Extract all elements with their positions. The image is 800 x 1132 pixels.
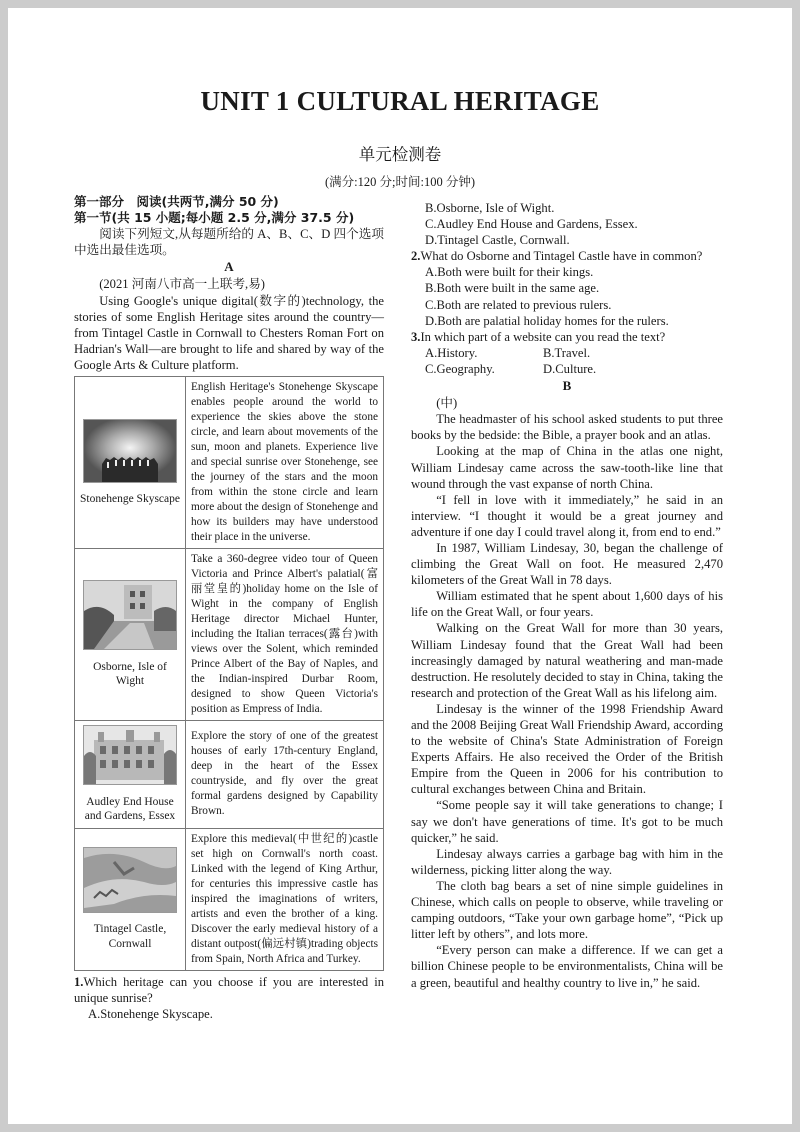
heritage-description: Explore this medieval(中世纪的)castle set high on Cornwall's north coast. Linked with the legend of King Arthur, for centuries this impressive castle has inspired the imaginations of writers, artists and even the brother of a king. Discover the early medieval history of a distant outpost(偏远村镇)trading objects from Spain, North Africa and Turkey. xyxy=(186,828,384,970)
audley-end-photo xyxy=(83,725,177,785)
unit-title: UNIT 1 CULTURAL HERITAGE xyxy=(200,86,600,116)
stonehenge-photo xyxy=(83,419,177,483)
question-text: Which heritage can you choose if you are interested in unique sunrise? xyxy=(74,974,384,1005)
passage-b-paragraph: Walking on the Great Wall for more than 30 years, William Lindesay found that the Great Wall had been increasingly damaged by natural weathering and man-made destruction. He resolutely decided to stay in China, taking the research and protection of the Great Wall as his lifelong aim. xyxy=(411,621,723,700)
table-row xyxy=(75,377,384,549)
left-column xyxy=(74,194,384,1022)
passage-b-paragraph: Lindesay always carries a garbage bag with him in the wilderness, picking litter along the way. xyxy=(411,846,723,877)
option[interactable]: D.Tintagel Castle, Cornwall. xyxy=(425,233,570,248)
question-text: In which part of a website can you read the text? xyxy=(420,329,666,344)
table-row xyxy=(75,828,384,970)
table-row xyxy=(75,721,384,829)
heritage-image-cell xyxy=(75,828,186,970)
passage-b-paragraph: The headmaster of his school asked students to put three books by the bedside: the Bible, a prayer book and an atlas. xyxy=(411,412,723,443)
passage-b-label: B xyxy=(562,378,572,394)
option[interactable]: C.Geography. xyxy=(425,361,495,376)
heritage-table xyxy=(74,376,384,971)
option[interactable]: D.Both are palatial holiday homes for the rulers. xyxy=(425,313,669,328)
heritage-description: Explore the story of one of the greatest houses of early 17th-century England, deep in the heart of the Essex countryside, and fly over the great formal gardens designed by Capability Brown. xyxy=(186,721,384,829)
question-text: What do Osborne and Tintagel Castle have in common? xyxy=(420,249,703,264)
option[interactable]: B.Travel. xyxy=(543,345,591,360)
right-column xyxy=(411,200,723,991)
table-row xyxy=(75,549,384,721)
option[interactable]: C.Both are related to previous rulers. xyxy=(425,297,612,312)
option[interactable]: C.Audley End House and Gardens, Essex. xyxy=(425,217,638,232)
question-2 xyxy=(411,248,723,328)
option[interactable]: B.Osborne, Isle of Wight. xyxy=(425,201,555,215)
passage-b-paragraph: William estimated that he spent about 1,600 days of his life on the Great Wall, or four years. xyxy=(411,589,723,620)
option[interactable]: D.Culture. xyxy=(543,361,597,376)
osborne-photo xyxy=(83,580,177,650)
passage-b-paragraph: Lindesay is the winner of the 1998 Friendship Award and the 2008 Beijing Great Wall Friendship Award, according to the website of China's State Administration of Foreign Experts Affairs. He also received the Order of the British Empire from the Queen in 2006 for his contribution to cultural exchanges between China and Britain. xyxy=(411,701,723,797)
passage-a-label: A xyxy=(224,259,234,275)
heritage-caption: Stonehenge Skyscape xyxy=(80,493,180,506)
passage-b-paragraph: “Some people say it will take generations to change; I say we don't have generations of time. It's got to be much quicker,” he said. xyxy=(411,798,723,845)
passage-b-difficulty: (中) xyxy=(436,396,458,411)
question-number: 1. xyxy=(74,974,84,989)
question-3 xyxy=(411,329,723,377)
passage-b-paragraph: Looking at the map of China in the atlas one night, William Lindesay came across the saw-tooth-like line that wound through the vast expanse of north China. xyxy=(411,444,723,491)
heritage-image-cell xyxy=(75,377,186,549)
passage-a-source: (2021 河南八市高一上联考,易) xyxy=(99,277,265,292)
option[interactable]: B.Both were built in the same age. xyxy=(425,281,600,296)
heritage-image-cell xyxy=(75,549,186,721)
heritage-caption: Tintagel Castle, Cornwall xyxy=(93,923,167,950)
question-number: 3. xyxy=(411,329,421,344)
tintagel-castle-photo xyxy=(83,847,177,913)
question-number: 2. xyxy=(411,249,421,264)
passage-a-intro: Using Google's unique digital(数字的)technology, the stories of some English Heritage sites around the country—from Tintagel Castle in Cornwall to Chesters Roman Fort on Hadrian's Wall—are brought to life and shared by way of the Google Arts & Culture platform. xyxy=(74,293,384,372)
passage-b-paragraph: The cloth bag bears a set of nine simple guidelines in Chinese, which calls on people to observe, while traveling or camping outdoors, “Take your own garbage home”, “Pick up litter left by others”, and lots more. xyxy=(411,878,723,942)
passage-b-paragraph: “I fell in love with it immediately,” he said in an interview. “I thought it would be a great journey and adventure if one day I could travel along it, from end to end.” xyxy=(411,492,723,539)
passage-b-paragraph: In 1987, William Lindesay, 30, began the challenge of climbing the Great Wall on foot. He measured 2,470 kilometers of the Great Wall in 78 days. xyxy=(411,540,723,588)
question-1 xyxy=(74,974,384,1022)
test-subtitle: 单元检测卷 xyxy=(358,145,442,164)
instructions: 阅读下列短文,从每题所给的 A、B、C、D 四个选项中选出最佳选项。 xyxy=(74,227,384,258)
exam-page xyxy=(8,8,792,1124)
part-heading: 第一部分 阅读(共两节,满分 50 分) xyxy=(74,194,279,209)
option[interactable]: A.History. xyxy=(425,345,478,360)
heritage-image-cell xyxy=(75,721,186,829)
heritage-description: English Heritage's Stonehenge Skyscape enables people around the world to experience the skies above the stone circle, and learn about movements of the sun, moon and planets. Experience live and special sunrise over Stonehenge, see the journey of the stars and the moon from within the stone circle and learn more about the design of Stonehenge and how its builders may have understood their place in the universe. xyxy=(186,377,384,549)
section-heading: 第一节(共 15 小题;每小题 2.5 分,满分 37.5 分) xyxy=(74,210,355,226)
score-time-info: (满分:120 分;时间:100 分钟) xyxy=(325,175,475,189)
heritage-caption: Audley End House and Gardens, Essex xyxy=(84,795,176,823)
option[interactable]: A.Both were built for their kings. xyxy=(425,265,594,280)
heritage-description: Take a 360-degree video tour of Queen Victoria and Prince Albert's palatial(富丽堂皇的)holiday home on the Isle of Wight in the company of English Heritage director Michael Hunter, including the Italian terraces(露台)with views over the Solent, which reminded Prince Albert of the Bay of Naples, and the Indian-inspired Durbar Room, designed to show Queen Victoria's position as Empress of India. xyxy=(186,549,384,721)
passage-b-paragraph: “Every person can make a difference. If we can get a billion Chinese people to be environmentalists, China will be a green, beautiful and healthy country to live in,” he said. xyxy=(411,943,723,990)
option[interactable]: A.Stonehenge Skyscape. xyxy=(88,1006,213,1021)
heritage-caption: Osborne, Isle of Wight xyxy=(93,660,167,688)
